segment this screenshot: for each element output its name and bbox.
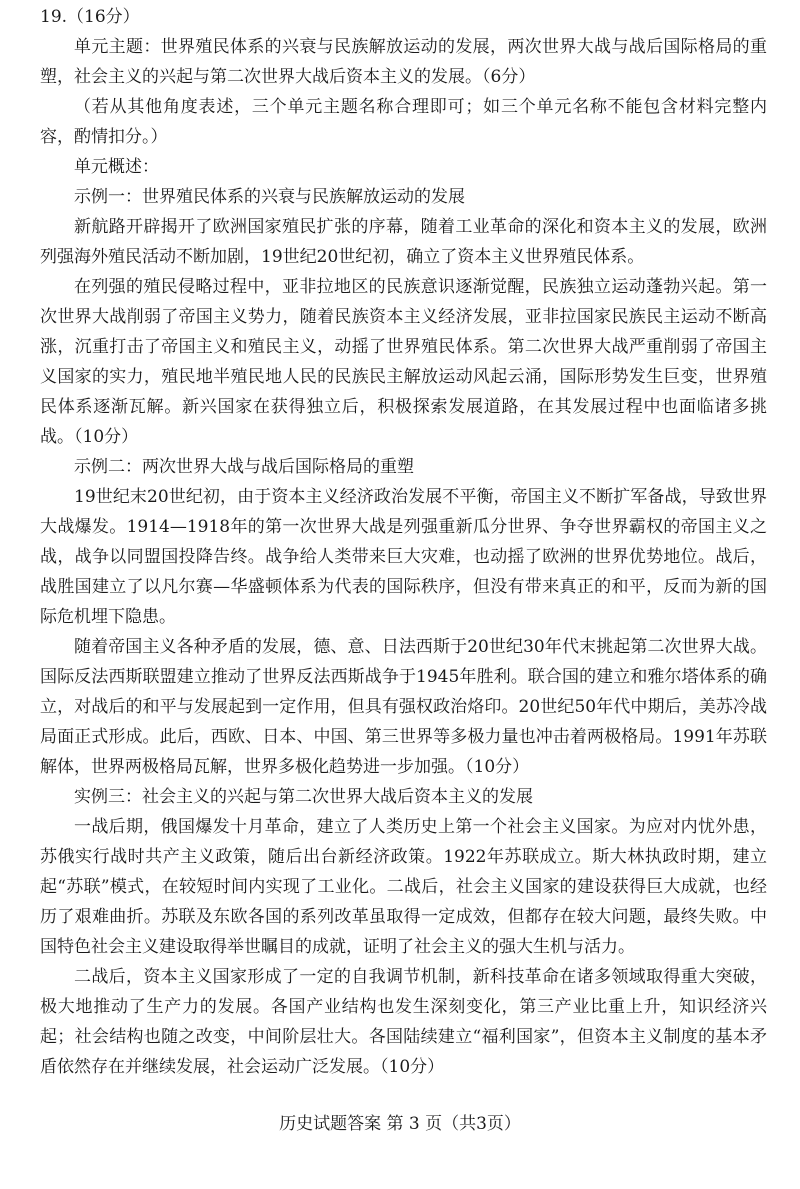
overview-label: 单元概述： (74, 157, 159, 177)
example3-paragraph-1: 一战后期，俄国爆发十月革命，建立了人类历史上第一个社会主义国家。为应对内忧外患，苏俄实行战时共产主义政策，随后出台新经济政策。1922年苏联成立。斯大林执政时期，建立起“苏联”模式，在较短时间内实现了工业化。二战后，社会主义国家的建设获得巨大成就，也经历了艰难曲折。苏联及东欧各国的系列改革虽取得一定成效，但都存在较大问题，最终失败。中国特色社会主义建设取得举世瞩目的成就，证明了社会主义的强大生机与活力。 (40, 817, 767, 957)
answer-content (40, 2, 767, 1082)
question-header: 19.（16分） (40, 7, 140, 27)
example1-paragraph-1: 新航路开辟揭开了欧洲国家殖民扩张的序幕，随着工业革命的深化和资本主义的发展，欧洲列强海外殖民活动不断加剧，19世纪20世纪初，确立了资本主义世界殖民体系。 (40, 217, 767, 267)
example2-paragraph-1: 19世纪末20世纪初，由于资本主义经济政治发展不平衡，帝国主义不断扩军备战，导致世界大战爆发。1914—1918年的第一次世界大战是列强重新瓜分世界、争夺世界霸权的帝国主义之战，战争以同盟国投降告终。战争给人类带来巨大灾难，也动摇了欧洲的世界优势地位。战后，战胜国建立了以凡尔赛—华盛顿体系为代表的国际秩序，但没有带来真正的和平，反而为新的国际危机埋下隐患。 (40, 487, 767, 627)
page-footer: 历史试题答案 第 3 页（共3页） (279, 1114, 521, 1134)
example3-paragraph-2: 二战后，资本主义国家形成了一定的自我调节机制，新科技革命在诸多领域取得重大突破，极大地推动了生产力的发展。各国产业结构也发生深刻变化，第三产业比重上升，知识经济兴起；社会结构也随之改变，中间阶层壮大。各国陆续建立“福利国家”，但资本主义制度的基本矛盾依然存在并继续发展，社会运动广泛发展。（10分） (40, 967, 767, 1077)
example1-title: 示例一：世界殖民体系的兴衰与民族解放运动的发展 (74, 187, 465, 207)
scoring-note: （若从其他角度表述，三个单元主题名称合理即可；如三个单元名称不能包含材料完整内容，酌情扣分。） (40, 97, 767, 147)
example2-title: 示例二：两次世界大战与战后国际格局的重塑 (74, 457, 414, 477)
example1-paragraph-2: 在列强的殖民侵略过程中，亚非拉地区的民族意识逐渐觉醒，民族独立运动蓬勃兴起。第一次世界大战削弱了帝国主义势力，随着民族资本主义经济发展，亚非拉国家民族民主运动不断高涨，沉重打击了帝国主义和殖民主义，动摇了世界殖民体系。第二次世界大战严重削弱了帝国主义国家的实力，殖民地半殖民地人民的民族民主解放运动风起云涌，国际形势发生巨变，世界殖民体系逐渐瓦解。新兴国家在获得独立后，积极探索发展道路，在其发展过程中也面临诸多挑战。（10分） (40, 277, 767, 447)
example2-paragraph-2: 随着帝国主义各种矛盾的发展，德、意、日法西斯于20世纪30年代末挑起第二次世界大战。国际反法西斯联盟建立推动了世界反法西斯战争于1945年胜利。联合国的建立和雅尔塔体系的确立，对战后的和平与发展起到一定作用，但具有强权政治烙印。20世纪50年代中期后，美苏冷战局面正式形成。此后，西欧、日本、中国、第三世界等多极力量也冲击着两极格局。1991年苏联解体，世界两极格局瓦解，世界多极化趋势进一步加强。（10分） (40, 637, 767, 777)
unit-theme: 单元主题：世界殖民体系的兴衰与民族解放运动的发展，两次世界大战与战后国际格局的重塑，社会主义的兴起与第二次世界大战后资本主义的发展。（6分） (40, 37, 767, 87)
example3-title: 实例三：社会主义的兴起与第二次世界大战后资本主义的发展 (74, 787, 533, 807)
